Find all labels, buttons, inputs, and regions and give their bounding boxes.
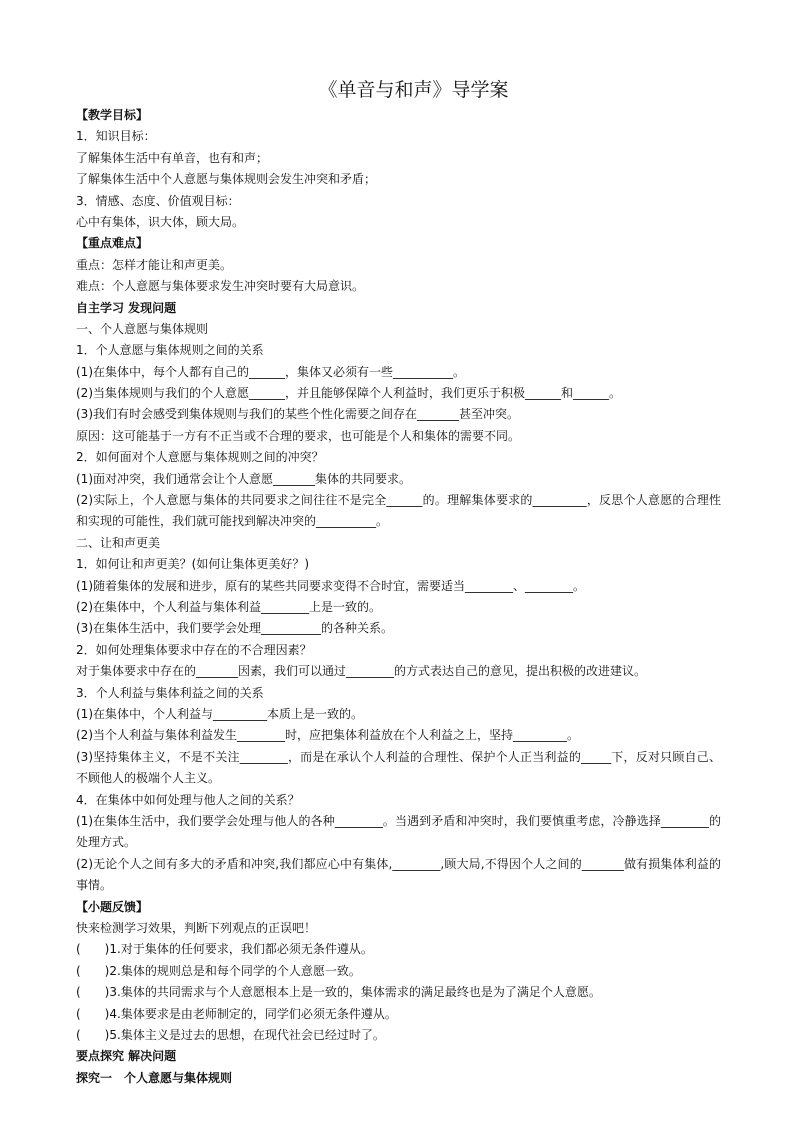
text-line: (1)随着集体的发展和进步，原有的某些共同要求变得不合时宜，需要适当________、________。 — [76, 578, 586, 593]
text-line: 一、个人意愿与集体规则 — [76, 321, 209, 336]
text-line: 难点：个人意愿与集体要求发生冲突时要有大局意识。 — [76, 279, 365, 294]
document-body — [76, 105, 721, 1089]
section-heading: 要点探究 解决问题 — [76, 1049, 177, 1064]
text-line: 3．个人利益与集体利益之间的关系 — [76, 685, 264, 700]
text-line: ( )2.集体的规则总是和每个同学的个人意愿一致。 — [76, 963, 361, 978]
text-line: (1)面对冲突，我们通常会让个人意愿_______集体的共同要求。 — [76, 471, 412, 486]
section-heading: 探究一 个人意愿与集体规则 — [76, 1070, 233, 1085]
text-line: (2)实际上，个人意愿与集体的共同要求之间往往不是完全______的。理解集体要求的_________，反思个人意愿的合理性和实现的可能性，我们就可能找到解决冲突的__________。 — [76, 493, 721, 529]
text-line: 4．在集体中如何处理与他人之间的关系？ — [76, 792, 300, 807]
text-line: (3)在集体生活中，我们要学会处理__________的各种关系。 — [76, 621, 393, 636]
text-line: 心中有集体，识大体，顾大局。 — [76, 214, 245, 229]
text-line: 2．如何面对个人意愿与集体规则之间的冲突？ — [76, 450, 324, 465]
text-line: 了解集体生活中个人意愿与集体规则会发生冲突和矛盾； — [76, 172, 377, 187]
section-heading: 【小题反馈】 — [76, 899, 149, 914]
text-line: 二、让和声更美 — [76, 535, 161, 550]
text-line: (2)在集体中，个人利益与集体利益________上是一致的。 — [76, 600, 381, 615]
section-heading: 【重点难点】 — [76, 236, 149, 251]
text-line: 原因：这可能基于一方有不正当或不合理的要求，也可能是个人和集体的需要不同。 — [76, 428, 521, 443]
text-line: 快来检测学习效果，判断下列观点的正误吧！ — [76, 920, 317, 935]
text-line: 1．如何让和声更美？(如何让集体更美好？) — [76, 557, 309, 572]
text-line: 2．如何处理集体要求中存在的不合理因素？ — [76, 642, 312, 657]
text-line: ( )4.集体要求是由老师制定的，同学们必须无条件遵从。 — [76, 1006, 397, 1021]
text-line: (3)我们有时会感受到集体规则与我们的某些个性化需要之间存在_______甚至冲突。 — [76, 407, 520, 422]
text-line: (1)在集体中，个人利益与_________本质上是一致的。 — [76, 706, 363, 721]
text-line: (1)在集体中，每个人都有自己的______，集体又必须有一些__________。 — [76, 364, 466, 379]
text-line: 重点：怎样才能让和声更美。 — [76, 257, 233, 272]
text-line: (2)无论个人之间有多大的矛盾和冲突,我们都应心中有集体,________,顾大局,不得因个人之间的_______做有损集体利益的事情。 — [76, 856, 721, 893]
text-line: (1)在集体生活中，我们要学会处理与他人的各种________。当遇到矛盾和冲突时，我们要慎重考虑，冷静选择________的处理方式。 — [76, 813, 721, 850]
text-line: ( )1.对于集体的任何要求，我们都必须无条件遵从。 — [76, 942, 373, 957]
text-line: 对于集体要求中存在的_______因素，我们可以通过________的方式表达自己的意见，提出积极的改进建议。 — [76, 664, 647, 679]
text-line: (3)坚持集体主义，不是不关注________，而是在承认个人利益的合理性、保护个人正当利益的_____下，反对只顾自己、不顾他人的极端个人主义。 — [76, 749, 721, 786]
section-heading: 【教学目标】 — [76, 108, 149, 122]
document-title: 《单音与和声》导学案 — [318, 79, 509, 101]
document-page — [76, 78, 721, 1089]
section-heading: 自主学习 发现问题 — [76, 300, 177, 315]
text-line: (2)当集体规则与我们的个人意愿______，并且能够保障个人利益时，我们更乐于积极______和______。 — [76, 386, 622, 401]
text-line: (2)当个人利益与集体利益发生________时，应把集体利益放在个人利益之上，坚持_________。 — [76, 728, 580, 743]
text-line: 了解集体生活中有单音，也有和声； — [76, 150, 269, 165]
text-line: 1．知识目标： — [76, 129, 156, 144]
text-line: ( )3.集体的共同需求与个人意愿根本上是一致的，集体需求的满足最终也是为了满足个人意愿。 — [76, 985, 601, 1000]
text-line: ( )5.集体主义是过去的思想，在现代社会已经过时了。 — [76, 1027, 385, 1042]
text-line: 3．情感、态度、价值观目标： — [76, 193, 240, 208]
text-line: 1．个人意愿与集体规则之间的关系 — [76, 343, 264, 358]
